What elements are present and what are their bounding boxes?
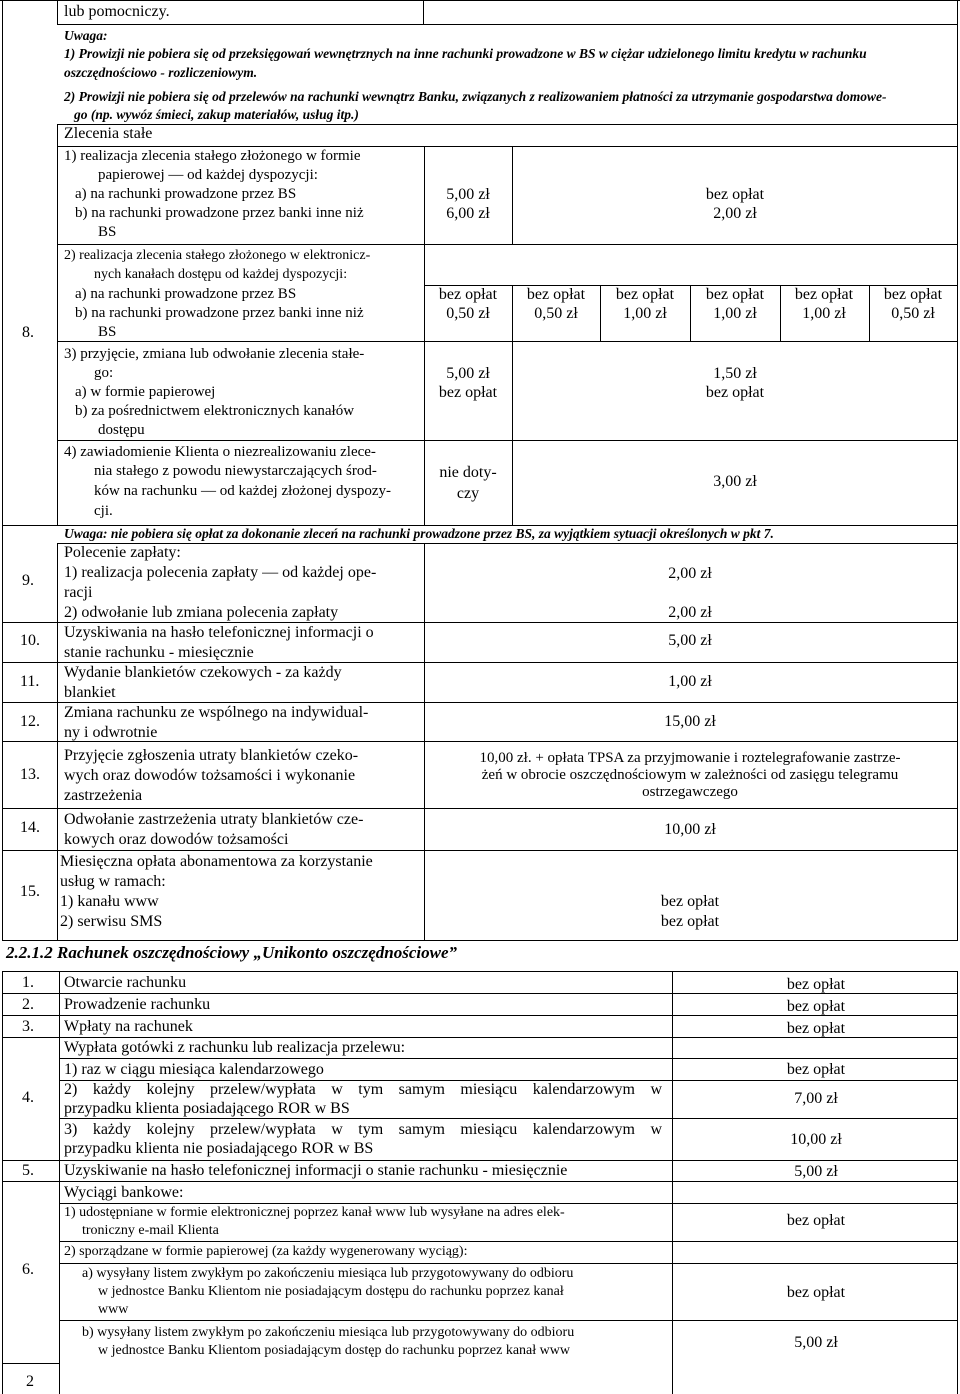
item-2-line-1: 2) realizacja zlecenia stałego złożonego w elektronicz- [64,248,371,263]
fee-value: bez opłat [786,1284,846,1301]
item-3-line-2: go: [94,365,114,381]
row-label: Uzyskiwanie na hasło telefonicznej informacji o stanie rachunku - miesięcznie [64,1162,568,1179]
row-label-line-1: Wydanie blankietów czekowych - za każdy [64,664,342,681]
row-number: 10. [20,632,40,649]
item-3-line-4: b) za pośrednictwem elektronicznych kanałów [75,403,355,419]
note-label: Uwaga: [64,28,108,43]
sub-item-label: 1) raz w ciągu miesiąca kalendarzowego [64,1061,324,1078]
item-2: 2) odwołanie lub zmiana polecenia zapłaty [64,604,339,621]
item-3-line-5: dostępu [98,422,145,438]
fee-value: bez opłat [438,286,498,303]
item-1-line-5: BS [98,224,117,240]
sub-item-label-line-2: troniczny e-mail Klienta [82,1223,219,1238]
row-label-line-2: ny i odwrotnie [64,724,158,741]
fee-value: 10,00 zł [790,1131,842,1148]
fee-value: 0,50 zł [534,305,578,322]
fee-value: 3,00 zł [713,473,757,490]
fee-value: bez opłat [786,1061,846,1078]
item-3-line-1: 3) przyjęcie, zmiana lub odwołanie zlecenia stałe- [64,346,365,362]
fee-value: 2,00 zł [668,565,712,582]
row-label: Prowadzenie rachunku [64,996,211,1013]
row-number: 8. [22,324,34,341]
row-label-line-2: usług w ramach: [60,873,166,890]
sub-item-label: 2) sporządzane w formie papierowej (za każdy wygenerowany wyciąg): [64,1244,468,1259]
item-1-line-1: 1) realizacja zlecenia stałego złożonego w formie [64,148,361,164]
row-number: 14. [20,819,40,836]
fee-value: 5,00 zł [794,1163,838,1180]
note-2-line-1: 2) Prowizji nie pobiera się od przelewów na rachunki wewnątrz Banku, związanych z realizowaniem płatności za utrzymanie gospodarstwa domowe- [64,89,887,104]
row-number: 6. [22,1261,34,1278]
fee-value: bez opłat [526,286,586,303]
row-number: 12. [20,713,40,730]
fee-value: bez opłat [786,976,846,993]
fee-value: 1,00 zł [802,305,846,322]
fee-value: 5,00 zł [794,1334,838,1351]
fee-value: bez opłat [705,384,765,401]
fee-value: bez opłat [794,286,854,303]
fee-value: nie doty- [439,464,497,481]
item-4-line-1: 4) zawiadomienie Klienta o niezrealizowaniu zlece- [64,444,376,460]
sub-item-label-line-2: przypadku klienta posiadającego ROR w BS [64,1100,350,1117]
sub-item-label-line-3: www [98,1302,129,1317]
fee-value: 1,00 zł [623,305,667,322]
row-label: Wpłaty na rachunek [64,1018,193,1035]
sub-item-label-line-1: a) wysyłany listem zwykłym po zakończeniu miesiąca lub przygotowywany do odbioru [82,1266,574,1281]
sub-item-label-line-1: 1) udostępniane w formie elektronicznej poprzez kanał www lub wysyłane na adres elek- [64,1205,565,1220]
fee-value: bez opłat [883,286,943,303]
row-label: Otwarcie rachunku [64,974,187,991]
sub-item-label-line-2: w jednostce Banku Klientom posiadającym dostęp do rachunku poprzez kanał www [98,1343,570,1358]
section-heading: 2.2.1.2 Rachunek oszczędnościowy „Unikonto oszczędnościowe” [6,943,457,962]
row-continuation-text: lub pomocniczy. [64,3,170,20]
row-number: 4. [22,1089,34,1106]
item-1-line-2: papierowej — od każdej dyspozycji: [98,167,318,183]
sub-item-label-line-1: 3) każdy kolejny przelew/wypłata w tym samym miesiącu kalendarzowym w [64,1121,662,1138]
section-title: Polecenie zapłaty: [64,544,181,561]
fee-value: bez opłat [660,913,720,930]
row-number: 11. [20,673,40,690]
fee-value: 1,00 zł [713,305,757,322]
item-2-line-2: nych kanałach dostępu od każdej dyspozycji: [94,267,348,282]
fee-value: bez opłat [705,186,765,203]
sub-item-label-line-2: przypadku klienta nie posiadającego ROR w BS [64,1140,374,1157]
fee-value: bez opłat [786,1212,846,1229]
item-4-line-3: ków na rachunku — od każdej złożonej dyspozy- [94,483,391,499]
fee-value: 6,00 zł [446,205,490,222]
fee-value: 10,00 zł [664,821,716,838]
row-title: Wypłata gotówki z rachunku lub realizacja przelewu: [64,1039,406,1056]
row-number: 15. [20,883,40,900]
row-label-line-4: 2) serwisu SMS [60,913,163,930]
row-label-line-1: Uzyskiwania na hasło telefonicznej informacji o [64,624,374,641]
row-label-line-2: wych oraz dowodów tożsamości i wykonanie [64,767,356,784]
page-number: 2 [26,1373,34,1390]
item-3-line-3: a) w formie papierowej [75,384,216,400]
fee-value: 1,00 zł [668,673,712,690]
fee-value: 2,00 zł [713,205,757,222]
row-label-line-2: blankiet [64,684,116,701]
item-4-line-4: cji. [94,503,113,519]
row-label-line-1: Odwołanie zastrzeżenia utraty blankietów cze- [64,811,364,828]
row-label-line-1: Przyjęcie zgłoszenia utraty blankietów czeko- [64,747,359,764]
sub-item-label-line-1: 2) każdy kolejny przelew/wypłata w tym samym miesiącu kalendarzowym w [64,1081,662,1098]
item-4-line-2: nia stałego z powodu niewystarczających środ- [94,463,377,479]
row-number: 13. [20,766,40,783]
item-2-line-3: a) na rachunki prowadzone przez BS [75,286,297,302]
fee-value: 7,00 zł [794,1090,838,1107]
fee-value: 1,50 zł [713,365,757,382]
fee-value-line-1: 10,00 zł. + opłata TPSA za przyjmowanie i roztelegrafowanie zastrze- [479,750,901,766]
fee-value: bez opłat [786,1020,846,1037]
item-1-line-3: a) na rachunki prowadzone przez BS [75,186,297,202]
fee-value: 5,00 zł [668,632,712,649]
item-2-line-4: b) na rachunki prowadzone przez banki inne niż [75,305,364,321]
item-1-line-4: b) na rachunki prowadzone przez banki inne niż [75,205,364,221]
row-number: 2. [22,996,34,1013]
fee-value: 2,00 zł [668,604,712,621]
fee-value: 5,00 zł [446,365,490,382]
fee-value: bez opłat [615,286,675,303]
section-title: Zlecenia stałe [64,125,153,142]
sub-item-label-line-1: b) wysyłany listem zwykłym po zakończeniu miesiąca lub przygotowywany do odbioru [82,1325,575,1340]
item-1-line-2: racji [64,584,93,601]
fee-value-line-3: ostrzegawczego [642,784,738,800]
row-label-line-3: 1) kanału www [60,893,159,910]
fee-value: czy [456,485,480,502]
fee-value: bez opłat [705,286,765,303]
row-label-line-2: kowych oraz dowodów tożsamości [64,831,289,848]
fee-value: bez opłat [786,998,846,1015]
note-1-line-2: oszczędnościowo - rozliczeniowym. [64,65,258,80]
fee-value: 0,50 zł [891,305,935,322]
note-2-line-2: go (np. wywóz śmieci, zakup materiałów, usług itp.) [74,107,359,122]
row-8-note: Uwaga: nie pobiera się opłat za dokonanie zleceń na rachunki prowadzone przez BS, za wyjątkiem sytuacji określonych w pkt 7. [64,526,774,541]
row-number: 5. [22,1162,34,1179]
row-number: 1. [22,974,34,991]
row-title: Wyciągi bankowe: [64,1184,184,1201]
fee-value: bez opłat [660,893,720,910]
fee-value-line-2: żeń w obrocie oszczędnościowym w zależności od zasięgu telegramu [481,767,899,783]
sub-item-label-line-2: w jednostce Banku Klientom nie posiadającym dostępu do rachunku poprzez kanał [98,1284,564,1299]
row-number: 3. [22,1018,34,1035]
item-2-line-5: BS [98,324,117,340]
row-number: 9. [22,572,34,589]
row-label-line-1: Miesięczna opłata abonamentowa za korzystanie [60,853,373,870]
fee-value: bez opłat [438,384,498,401]
note-1-line-1: 1) Prowizji nie pobiera się od przeksięgowań wewnętrznych na inne rachunki prowadzone w BS w ciężar udzielonego limitu kredytu w rachunku [64,46,867,61]
fee-value: 15,00 zł [664,713,716,730]
row-label-line-3: zastrzeżenia [64,787,143,804]
item-1-line-1: 1) realizacja polecenia zapłaty — od każdej ope- [64,564,377,581]
row-label-line-2: stanie rachunku - miesięcznie [64,644,254,661]
row-label-line-1: Zmiana rachunku ze wspólnego na indywidual- [64,704,369,721]
fee-value: 0,50 zł [446,305,490,322]
fee-value: 5,00 zł [446,186,490,203]
